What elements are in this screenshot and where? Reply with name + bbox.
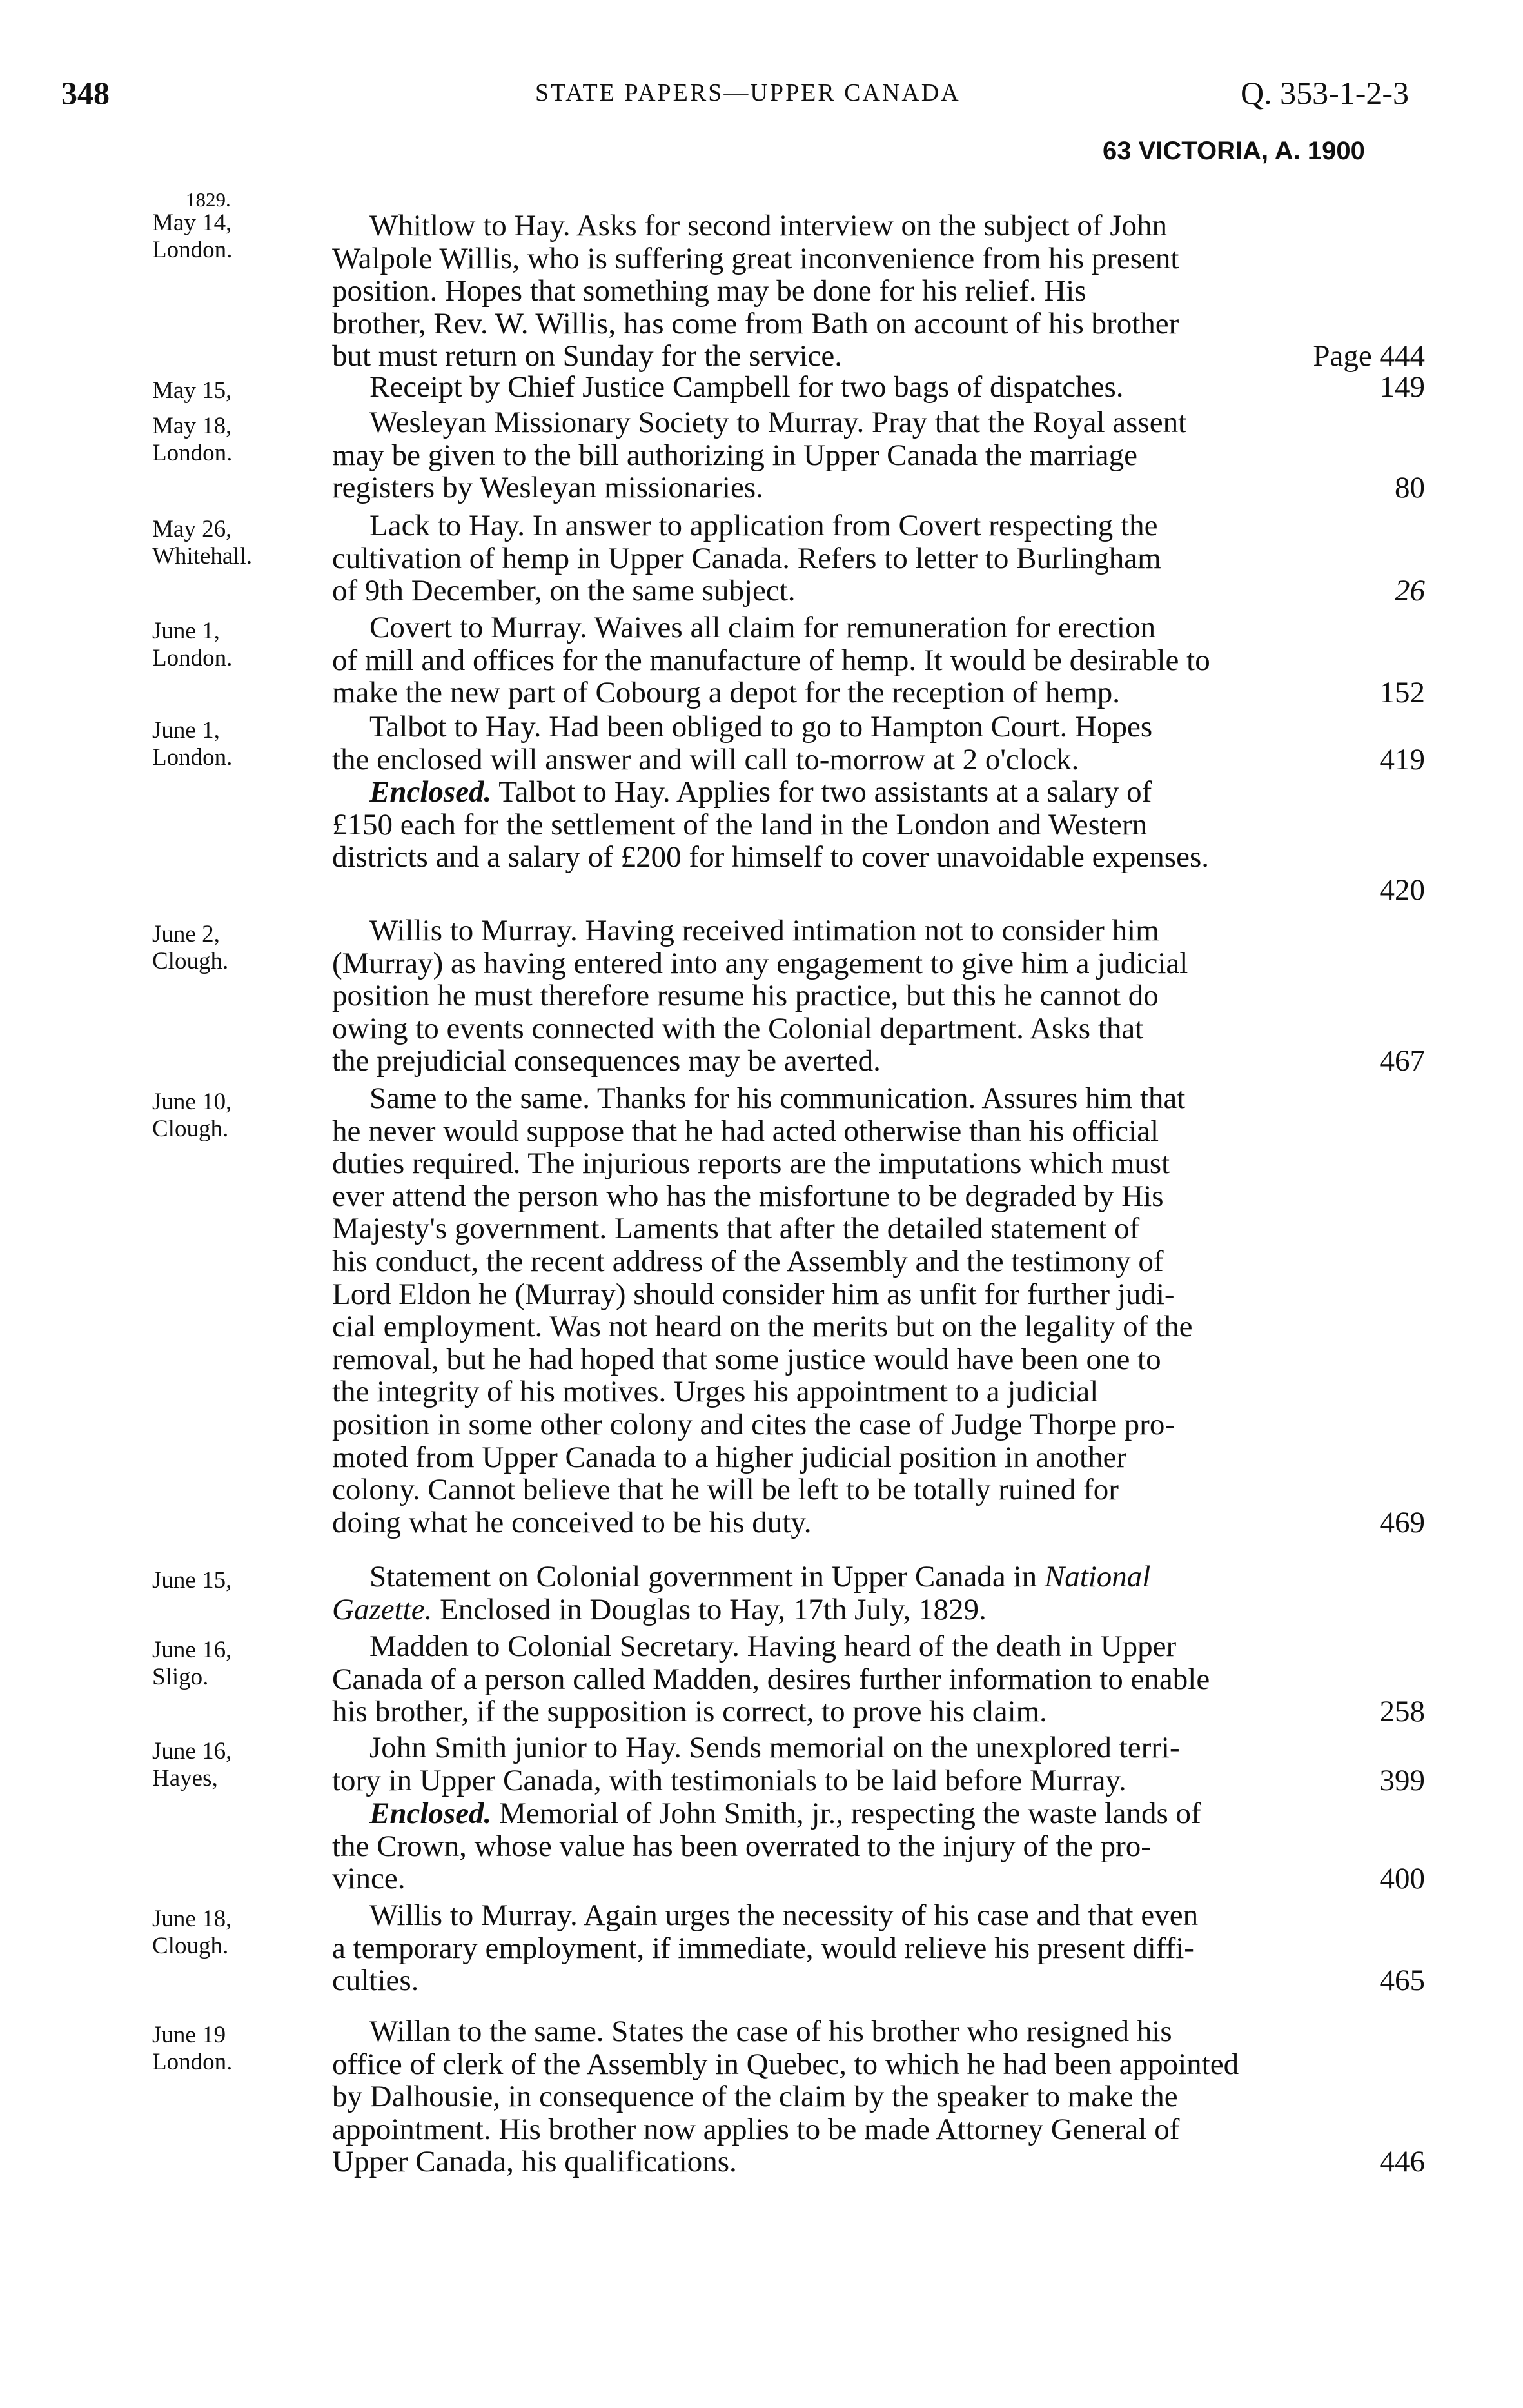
entry-place: Hayes, bbox=[152, 1765, 218, 1791]
page-reference: 465 bbox=[1379, 1964, 1425, 1998]
entry-date: May 18, bbox=[152, 413, 232, 439]
entry-margin bbox=[152, 618, 313, 672]
entry-line: by Dalhousie, in consequence of the claim by the speaker to make the bbox=[332, 2080, 1178, 2114]
page-reference: Page 444 bbox=[1313, 339, 1425, 373]
entry-line: appointment. His brother now applies to be made Attorney General of bbox=[332, 2112, 1180, 2146]
entry-line: Talbot to Hay. Had been obliged to go to Hampton Court. Hopes bbox=[369, 710, 1153, 744]
entry-date: June 10, bbox=[152, 1089, 232, 1115]
entry-line: he never would suppose that he had acted otherwise than his official bbox=[332, 1114, 1159, 1148]
entry-line: removal, but he had hoped that some justice would have been one to bbox=[332, 1342, 1161, 1376]
entry-line: Enclosed in Douglas to Hay, 17th July, 1829. bbox=[440, 1592, 987, 1626]
entry-line: but must return on Sunday for the service. bbox=[332, 339, 842, 373]
entry-line: position. Hopes that something may be done for his relief. His bbox=[332, 274, 1086, 308]
page-number: 348 bbox=[61, 75, 110, 111]
page-reference: 26 bbox=[1395, 574, 1425, 608]
page-reference: 446 bbox=[1379, 2145, 1425, 2179]
entry-text bbox=[332, 1732, 1425, 1797]
entry-line: Memorial of John Smith, jr., respecting the waste lands of bbox=[499, 1797, 1201, 1830]
entry-line: Wesleyan Missionary Society to Murray. Pray that the Royal assent bbox=[369, 406, 1187, 439]
entry-place: London. bbox=[152, 744, 233, 771]
entry-margin bbox=[152, 1637, 313, 1691]
entry-line: Receipt by Chief Justice Campbell for two bags of dispatches. bbox=[369, 370, 1124, 404]
enclosed-label: Enclosed. bbox=[369, 775, 492, 809]
page-reference: 420 bbox=[1379, 873, 1425, 907]
entry-line: Willis to Murray. Having received intimation not to consider him bbox=[369, 914, 1159, 947]
entry-place: London. bbox=[152, 645, 233, 671]
entry-line: ever attend the person who has the misfortune to be degraded by His bbox=[332, 1179, 1164, 1213]
entry-margin bbox=[152, 2022, 313, 2076]
entry-margin bbox=[152, 413, 313, 467]
entry-text bbox=[332, 406, 1425, 504]
entry-line: of 9th December, on the same subject. bbox=[332, 574, 796, 608]
entry-date: June 16, bbox=[152, 1738, 232, 1764]
entry-date: June 18, bbox=[152, 1906, 232, 1932]
entry-margin bbox=[152, 1089, 313, 1143]
entry-place: Sligo. bbox=[152, 1664, 209, 1690]
entry-line: tory in Upper Canada, with testimonials to be laid before Murray. bbox=[332, 1763, 1126, 1797]
entry-line: of mill and offices for the manufacture of hemp. It would be desirable to bbox=[332, 643, 1210, 677]
entry-line: Willan to the same. States the case of his brother who resigned his bbox=[369, 2015, 1172, 2048]
entry-margin bbox=[152, 1906, 313, 1960]
enclosed-label: Enclosed. bbox=[369, 1797, 492, 1830]
entry-line: duties required. The injurious reports are the imputations which must bbox=[332, 1147, 1170, 1181]
entry-line: make the new part of Cobourg a depot for the reception of hemp. bbox=[332, 676, 1121, 710]
entry-text bbox=[332, 2015, 1425, 2178]
entry-text bbox=[332, 1082, 1425, 1539]
entry-line: the enclosed will answer and will call to-morrow at 2 o'clock. bbox=[332, 742, 1079, 776]
entry-line: colony. Cannot believe that he will be left to be totally ruined for bbox=[332, 1473, 1119, 1507]
entry-text bbox=[332, 1561, 1425, 1626]
entry-margin bbox=[152, 717, 313, 771]
entry-date: June 2, bbox=[152, 921, 220, 947]
entry-text bbox=[332, 371, 1425, 404]
entry-text bbox=[332, 914, 1425, 1078]
entry-line: doing what he conceived to be his duty. bbox=[332, 1505, 812, 1539]
entry-line: Willis to Murray. Again urges the necessity of his case and that even bbox=[369, 1899, 1199, 1932]
entry-margin bbox=[152, 1567, 313, 1594]
entry-line: moted from Upper Canada to a higher judicial position in another bbox=[332, 1440, 1127, 1474]
entry-text bbox=[332, 1630, 1425, 1728]
entry-date: May 26, bbox=[152, 516, 232, 542]
entry-place: Whitehall. bbox=[152, 543, 253, 569]
running-head: STATE PAPERS—UPPER CANADA bbox=[535, 79, 961, 106]
entry-line: Upper Canada, his qualifications. bbox=[332, 2145, 737, 2179]
entry-line: owing to events connected with the Colonial department. Asks that bbox=[332, 1011, 1144, 1045]
entry-margin bbox=[152, 516, 313, 570]
entry-line: vince. bbox=[332, 1862, 406, 1896]
entry-place: Clough. bbox=[152, 1933, 229, 1959]
entry-margin bbox=[152, 190, 313, 264]
entry-line: Lack to Hay. In answer to application from Covert respecting the bbox=[369, 509, 1158, 542]
entry-line: Whitlow to Hay. Asks for second interview on the subject of John bbox=[369, 209, 1168, 242]
entry-line: cultivation of hemp in Upper Canada. Refers to letter to Burlingham bbox=[332, 541, 1161, 575]
entry-line: Lord Eldon he (Murray) should consider him as unfit for further judi- bbox=[332, 1277, 1175, 1311]
entry-line: brother, Rev. W. Willis, has come from Bath on account of his brother bbox=[332, 306, 1179, 340]
entry-line: Madden to Colonial Secretary. Having heard of the death in Upper bbox=[369, 1630, 1177, 1663]
entry-year: 1829. bbox=[186, 188, 231, 211]
sessional-paper-label: 63 VICTORIA, A. 1900 bbox=[1103, 137, 1365, 165]
entry-text bbox=[332, 776, 1425, 906]
page-reference: 469 bbox=[1379, 1505, 1425, 1539]
entry-line: Majesty's government. Laments that after the detailed statement of bbox=[332, 1212, 1140, 1246]
entry-line: his conduct, the recent address of the Assembly and the testimony of bbox=[332, 1244, 1164, 1278]
entry-line: (Murray) as having entered into any engagement to give him a judicial bbox=[332, 946, 1188, 980]
newspaper-title: National bbox=[1044, 1560, 1151, 1594]
page-reference: 467 bbox=[1379, 1044, 1425, 1078]
entry-text bbox=[332, 210, 1425, 373]
entry-line: Talbot to Hay. Applies for two assistants at a salary of bbox=[498, 775, 1152, 809]
entry-place: London. bbox=[152, 237, 233, 263]
entry-line: a temporary employment, if immediate, would relieve his present diffi- bbox=[332, 1931, 1194, 1965]
page-reference: 152 bbox=[1379, 676, 1425, 710]
entry-text bbox=[332, 509, 1425, 607]
entry-margin bbox=[152, 921, 313, 975]
entry-date: June 19 bbox=[152, 2022, 226, 2048]
entry-line: registers by Wesleyan missionaries. bbox=[332, 471, 763, 505]
page-reference: 419 bbox=[1379, 742, 1425, 776]
entry-line: districts and a salary of £200 for himself to cover unavoidable expenses. bbox=[332, 840, 1209, 874]
entry-line: culties. bbox=[332, 1964, 419, 1998]
entry-line: office of clerk of the Assembly in Quebec, to which he had been appointed bbox=[332, 2047, 1239, 2081]
entry-line: the Crown, whose value has been overrated to the injury of the pro- bbox=[332, 1829, 1151, 1863]
entry-line: the integrity of his motives. Urges his appointment to a judicial bbox=[332, 1375, 1099, 1409]
entry-line: Covert to Murray. Waives all claim for remuneration for erection bbox=[369, 611, 1156, 644]
entry-line: position in some other colony and cites the case of Judge Thorpe pro- bbox=[332, 1407, 1175, 1441]
page-reference: 399 bbox=[1379, 1763, 1425, 1797]
entry-line: John Smith junior to Hay. Sends memorial on the unexplored terri- bbox=[369, 1731, 1180, 1764]
entry-date: May 14, bbox=[152, 210, 232, 236]
newspaper-title: Gazette. bbox=[332, 1592, 433, 1626]
entry-date: June 1, bbox=[152, 717, 220, 744]
entry-text bbox=[332, 1797, 1425, 1895]
page-reference: 80 bbox=[1395, 471, 1425, 505]
entry-line: the prejudicial consequences may be averted. bbox=[332, 1044, 881, 1078]
page-reference: 400 bbox=[1379, 1862, 1425, 1896]
entry-date: June 1, bbox=[152, 618, 220, 644]
entry-line: his brother, if the supposition is correct, to prove his claim. bbox=[332, 1695, 1047, 1729]
entry-place: Clough. bbox=[152, 948, 229, 974]
entry-line: Same to the same. Thanks for his communication. Assures him that bbox=[369, 1081, 1186, 1115]
entry-line: may be given to the bill authorizing in Upper Canada the marriage bbox=[332, 438, 1138, 472]
entry-text bbox=[332, 1899, 1425, 1997]
entry-text bbox=[332, 711, 1425, 776]
entry-line: Statement on Colonial government in Upper Canada in bbox=[369, 1560, 1037, 1594]
entry-line: cial employment. Was not heard on the merits but on the legality of the bbox=[332, 1310, 1193, 1344]
entry-place: London. bbox=[152, 440, 233, 466]
entry-date: June 15, bbox=[152, 1567, 232, 1594]
entry-line: Walpole Willis, who is suffering great inconvenience from his present bbox=[332, 241, 1179, 275]
entry-margin bbox=[152, 377, 313, 404]
entry-date: June 16, bbox=[152, 1637, 232, 1663]
page-reference: 149 bbox=[1379, 370, 1425, 404]
page-reference: 258 bbox=[1379, 1695, 1425, 1729]
entry-line: Canada of a person called Madden, desires further information to enable bbox=[332, 1662, 1210, 1696]
entry-date: May 15, bbox=[152, 377, 232, 404]
entry-place: Clough. bbox=[152, 1116, 229, 1142]
archive-reference: Q. 353-1-2-3 bbox=[1241, 75, 1410, 111]
entry-margin bbox=[152, 1738, 313, 1792]
entry-line: position he must therefore resume his practice, but this he cannot do bbox=[332, 979, 1159, 1013]
entry-place: London. bbox=[152, 2049, 233, 2075]
entry-line: £150 each for the settlement of the land in the London and Western bbox=[332, 807, 1147, 842]
entry-text bbox=[332, 611, 1425, 709]
